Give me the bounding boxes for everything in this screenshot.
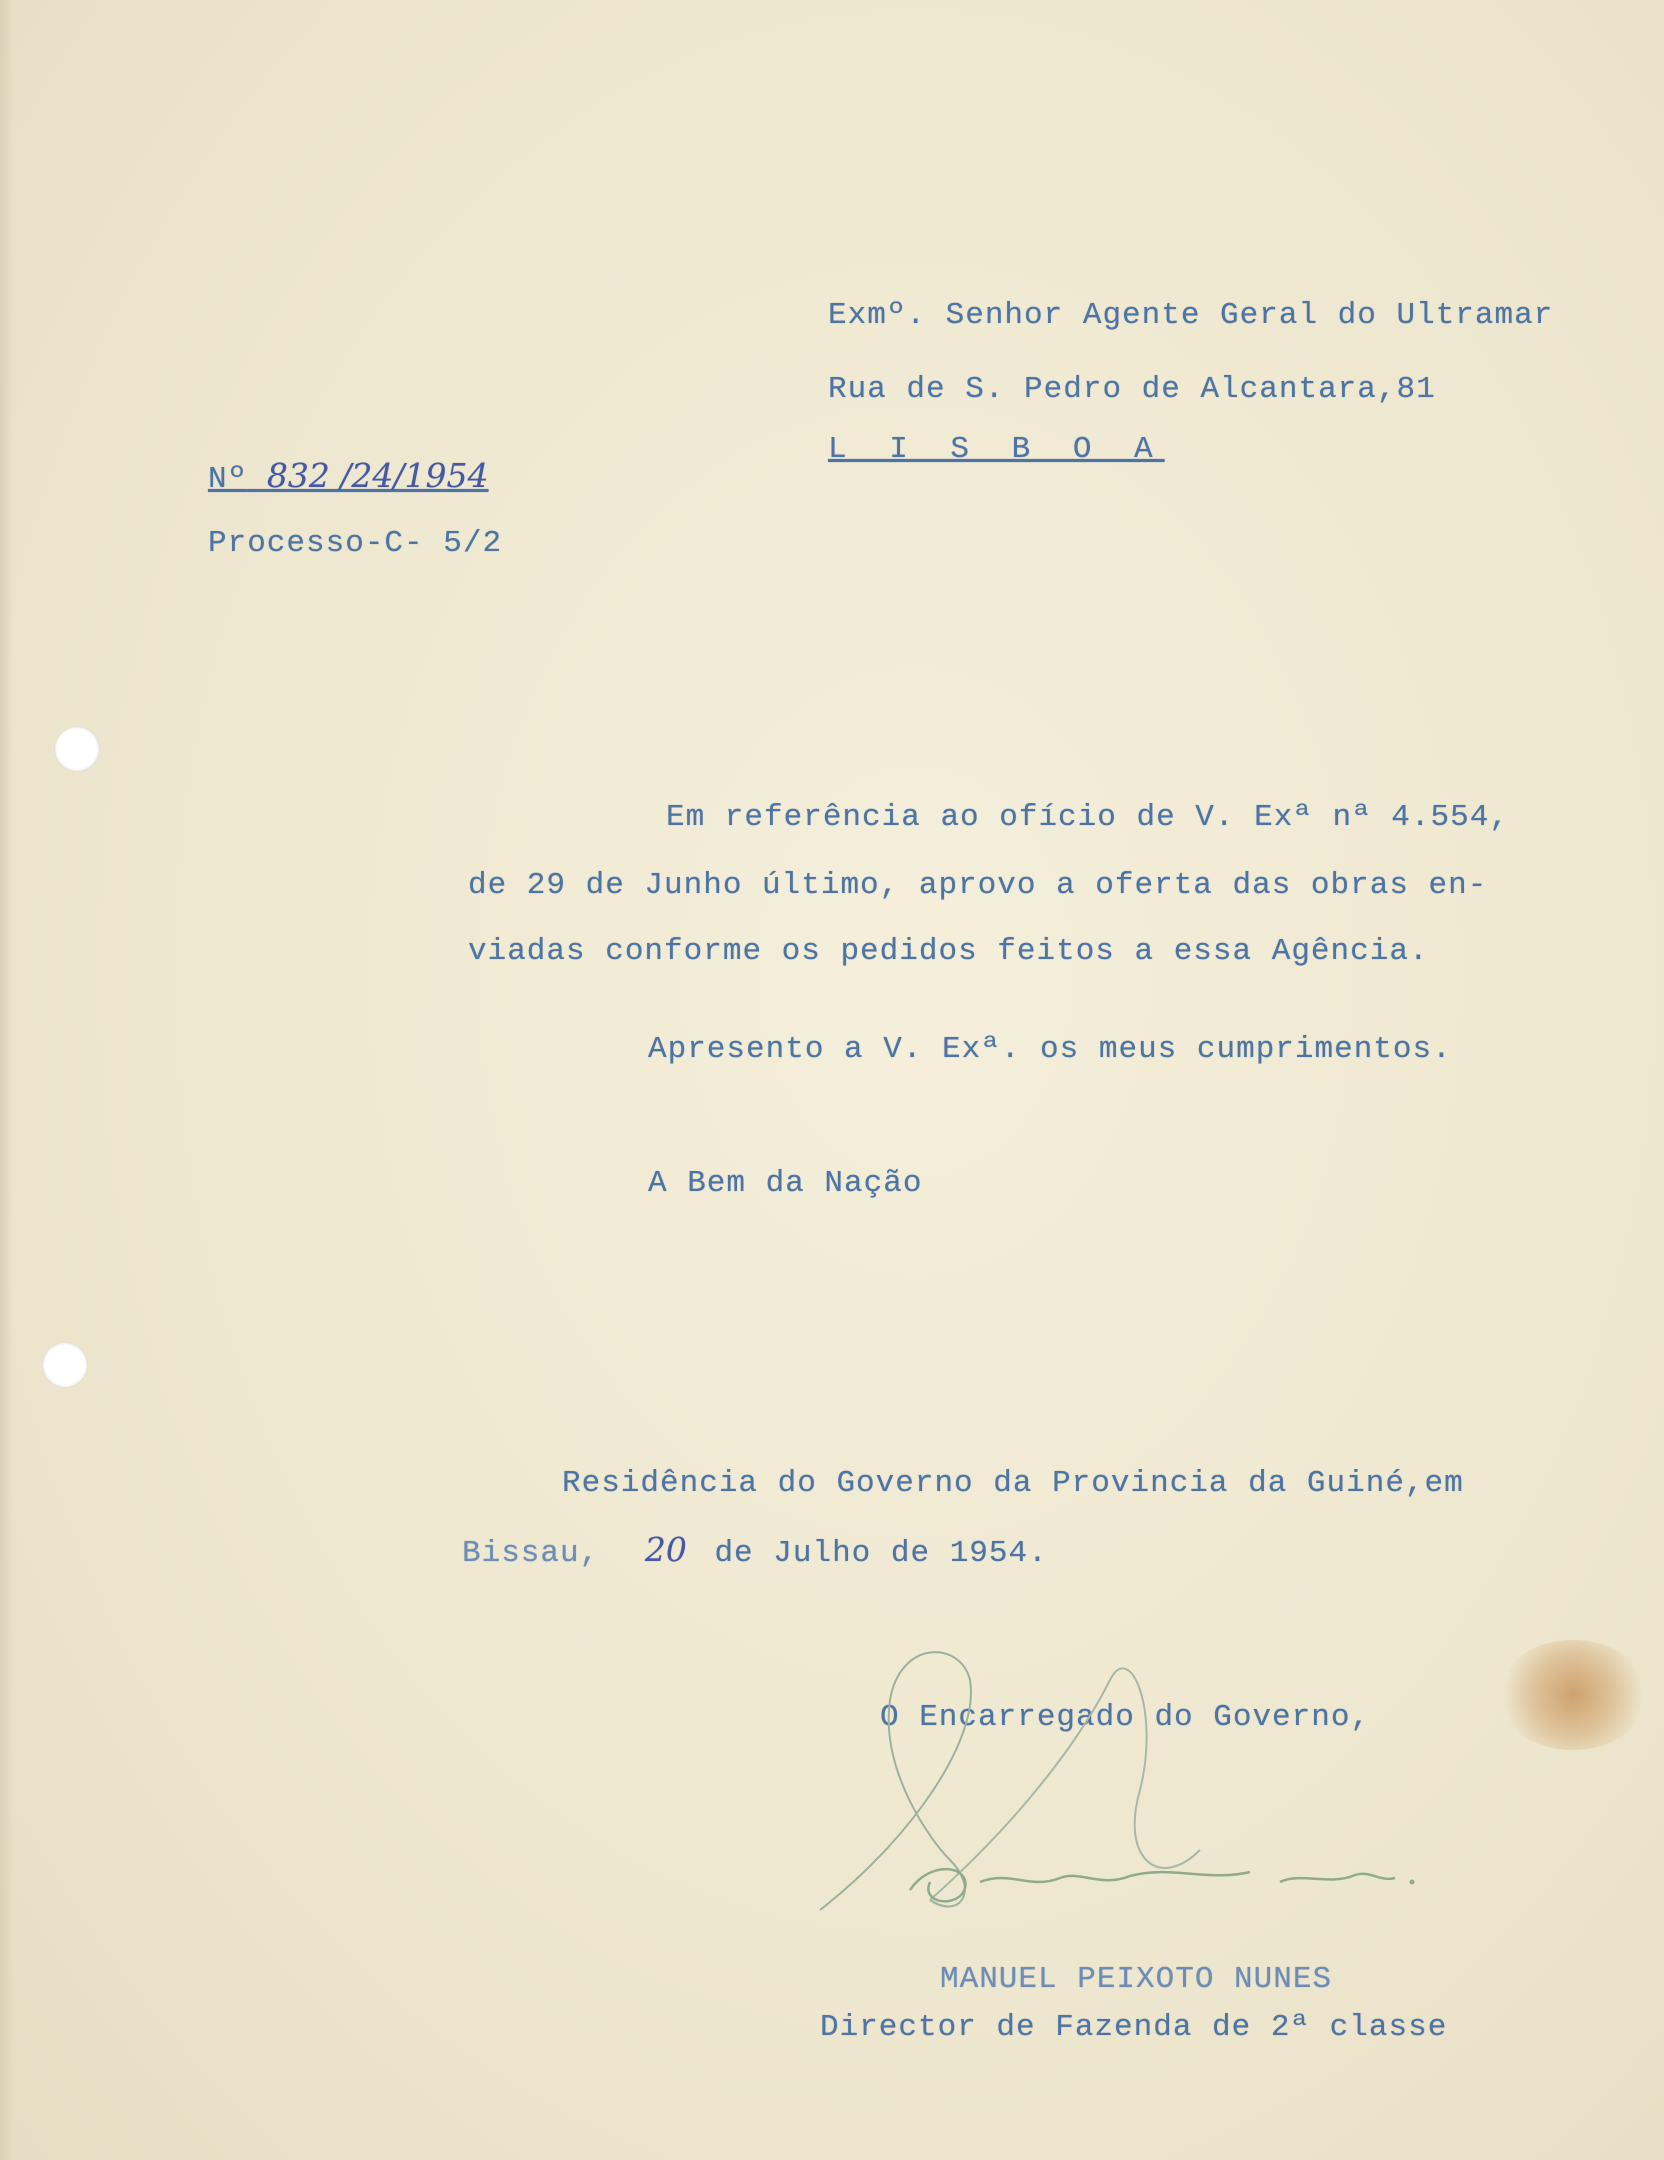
addressee-line-1: Exmº. Senhor Agente Geral do Ultramar xyxy=(828,298,1554,333)
greeting: Apresento a V. Exª. os meus cumprimentos. xyxy=(648,1032,1452,1067)
signatory-name: MANUEL PEIXOTO NUNES xyxy=(940,1962,1333,1997)
place-date-line-1: Residência do Governo da Provincia da Guiné,em xyxy=(562,1466,1464,1501)
reference-number xyxy=(208,456,489,497)
addressee-line-2: Rua de S. Pedro de Alcantara,81 xyxy=(828,372,1436,407)
paper-edge-shadow xyxy=(0,0,14,2160)
punch-hole-bottom xyxy=(42,1342,88,1388)
date-day-handwritten: 20 xyxy=(644,1530,687,1569)
reference-number-handwritten: 832 /24/1954 xyxy=(266,456,489,495)
process-number: Processo-C- 5/2 xyxy=(208,526,503,561)
paper-stain xyxy=(1498,1640,1648,1750)
reference-prefix: Nº xyxy=(208,462,248,497)
body-line-2: de 29 de Junho último, aprovo a oferta das obras en- xyxy=(468,868,1488,903)
handwritten-signature xyxy=(780,1620,1500,1950)
signatory-role: O Encarregado do Governo, xyxy=(880,1700,1371,1735)
place-date-line-2 xyxy=(462,1530,1048,1571)
body-line-3: viadas conforme os pedidos feitos a essa Agência. xyxy=(468,934,1429,969)
date-month-year: de Julho de 1954. xyxy=(714,1536,1048,1571)
punch-hole-top xyxy=(54,726,100,772)
addressee-city: L I S B O A xyxy=(828,432,1165,467)
signatory-title: Director de Fazenda de 2ª classe xyxy=(820,2010,1448,2045)
closing-salutation: A Bem da Nação xyxy=(648,1166,923,1201)
body-line-1: Em referência ao ofício de V. Exª nª 4.554, xyxy=(666,800,1509,835)
date-place: Bissau, xyxy=(462,1536,600,1571)
